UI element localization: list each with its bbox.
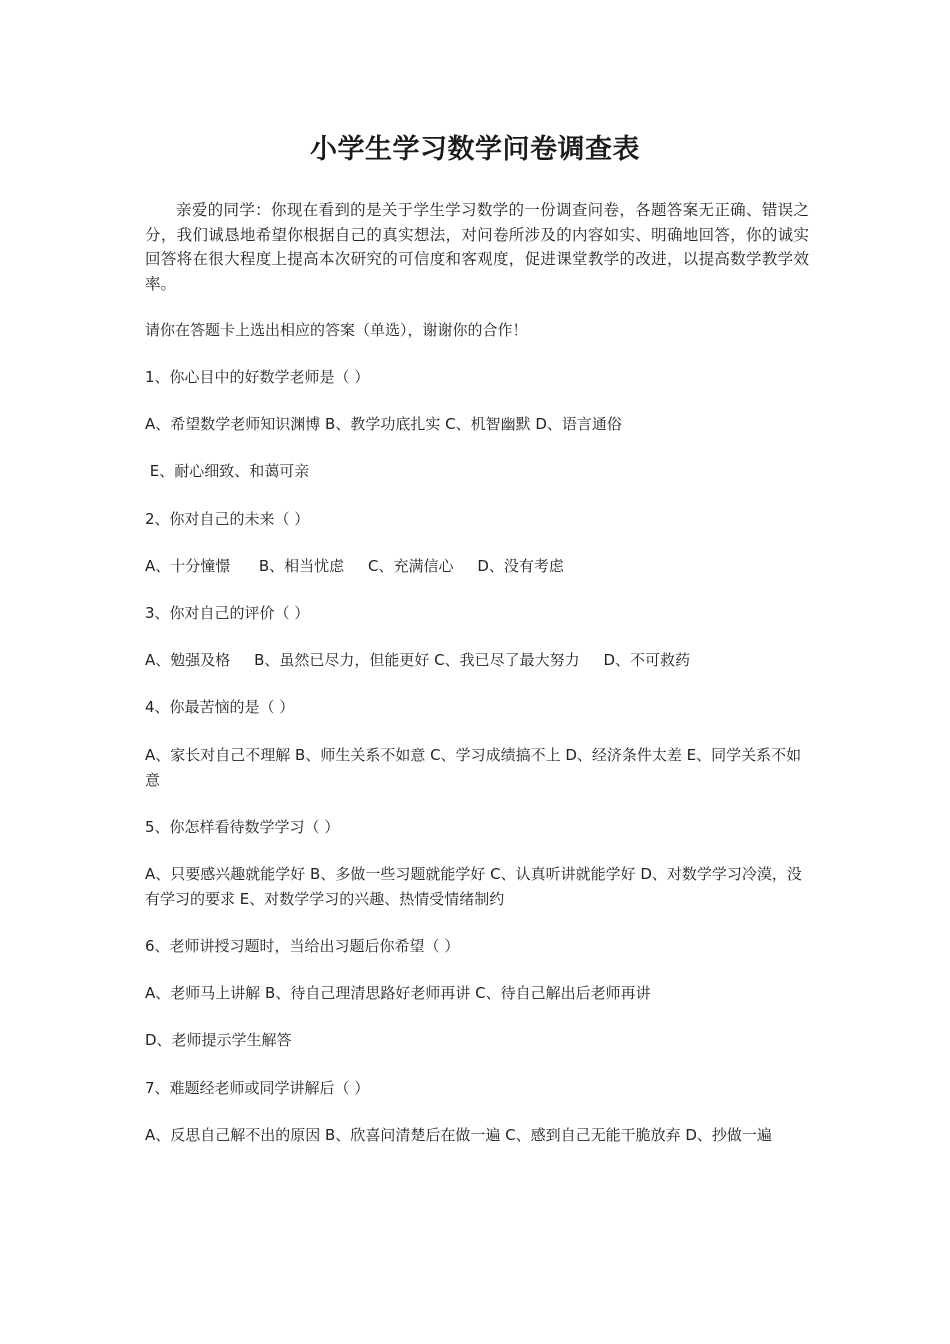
question-5: 5、你怎样看待数学学习（ ） <box>145 818 340 836</box>
question-1-options: A、希望数学老师知识渊博 B、教学功底扎实 C、机智幽默 D、语言通俗 <box>145 415 622 433</box>
question-3: 3、你对自己的评价（ ） <box>145 604 310 622</box>
question-7: 7、难题经老师或同学讲解后（ ） <box>145 1079 370 1097</box>
question-5-options: A、只要感兴趣就能学好 B、多做一些习题就能学好 C、认真听讲就能学好 D、对数学学习冷漠，没有学习的要求 E、对数学学习的兴趣、热情受情绪制约 <box>145 865 802 908</box>
question-3-options: A、勉强及格 B、虽然已尽力，但能更好 C、我已尽了最大努力 D、不可救药 <box>145 651 691 669</box>
question-2: 2、你对自己的未来（ ） <box>145 510 310 528</box>
question-1-options-cont: E、耐心细致、和蔼可亲 <box>145 462 310 480</box>
question-4-options: A、家长对自己不理解 B、师生关系不如意 C、学习成绩搞不上 D、经济条件太差 E、同学关系不如意 <box>145 746 802 789</box>
instruction-text: 请你在答题卡上选出相应的答案（单选），谢谢你的合作！ <box>145 321 528 339</box>
question-6: 6、老师讲授习题时，当给出习题后你希望（ ） <box>145 937 460 955</box>
question-7-options: A、反思自己解不出的原因 B、欣喜问清楚后在做一遍 C、感到自己无能干脆放弃 D、抄做一遍 <box>145 1126 772 1144</box>
question-6-options-cont: D、老师提示学生解答 <box>145 1031 292 1049</box>
document-title: 小学生学习数学问卷调查表 <box>310 134 640 165</box>
question-4: 4、你最苦恼的是（ ） <box>145 698 295 716</box>
question-2-options: A、十分憧憬 B、相当忧虑 C、充满信心 D、没有考虑 <box>145 557 564 575</box>
question-1: 1、你心目中的好数学老师是（ ） <box>145 368 370 386</box>
intro-paragraph: 亲爱的同学：你现在看到的是关于学生学习数学的一份调查问卷，各题答案无正确、错误之分，我们诚恳地希望你根据自己的真实想法，对问卷所涉及的内容如实、明确地回答，你的诚实回答将在很大程度上提高本次研究的可信度和客观度，促进课堂教学的改进，以提高数学教学效率。 <box>145 201 809 293</box>
question-6-options: A、老师马上讲解 B、待自己理清思路好老师再讲 C、待自己解出后老师再讲 <box>145 984 651 1002</box>
